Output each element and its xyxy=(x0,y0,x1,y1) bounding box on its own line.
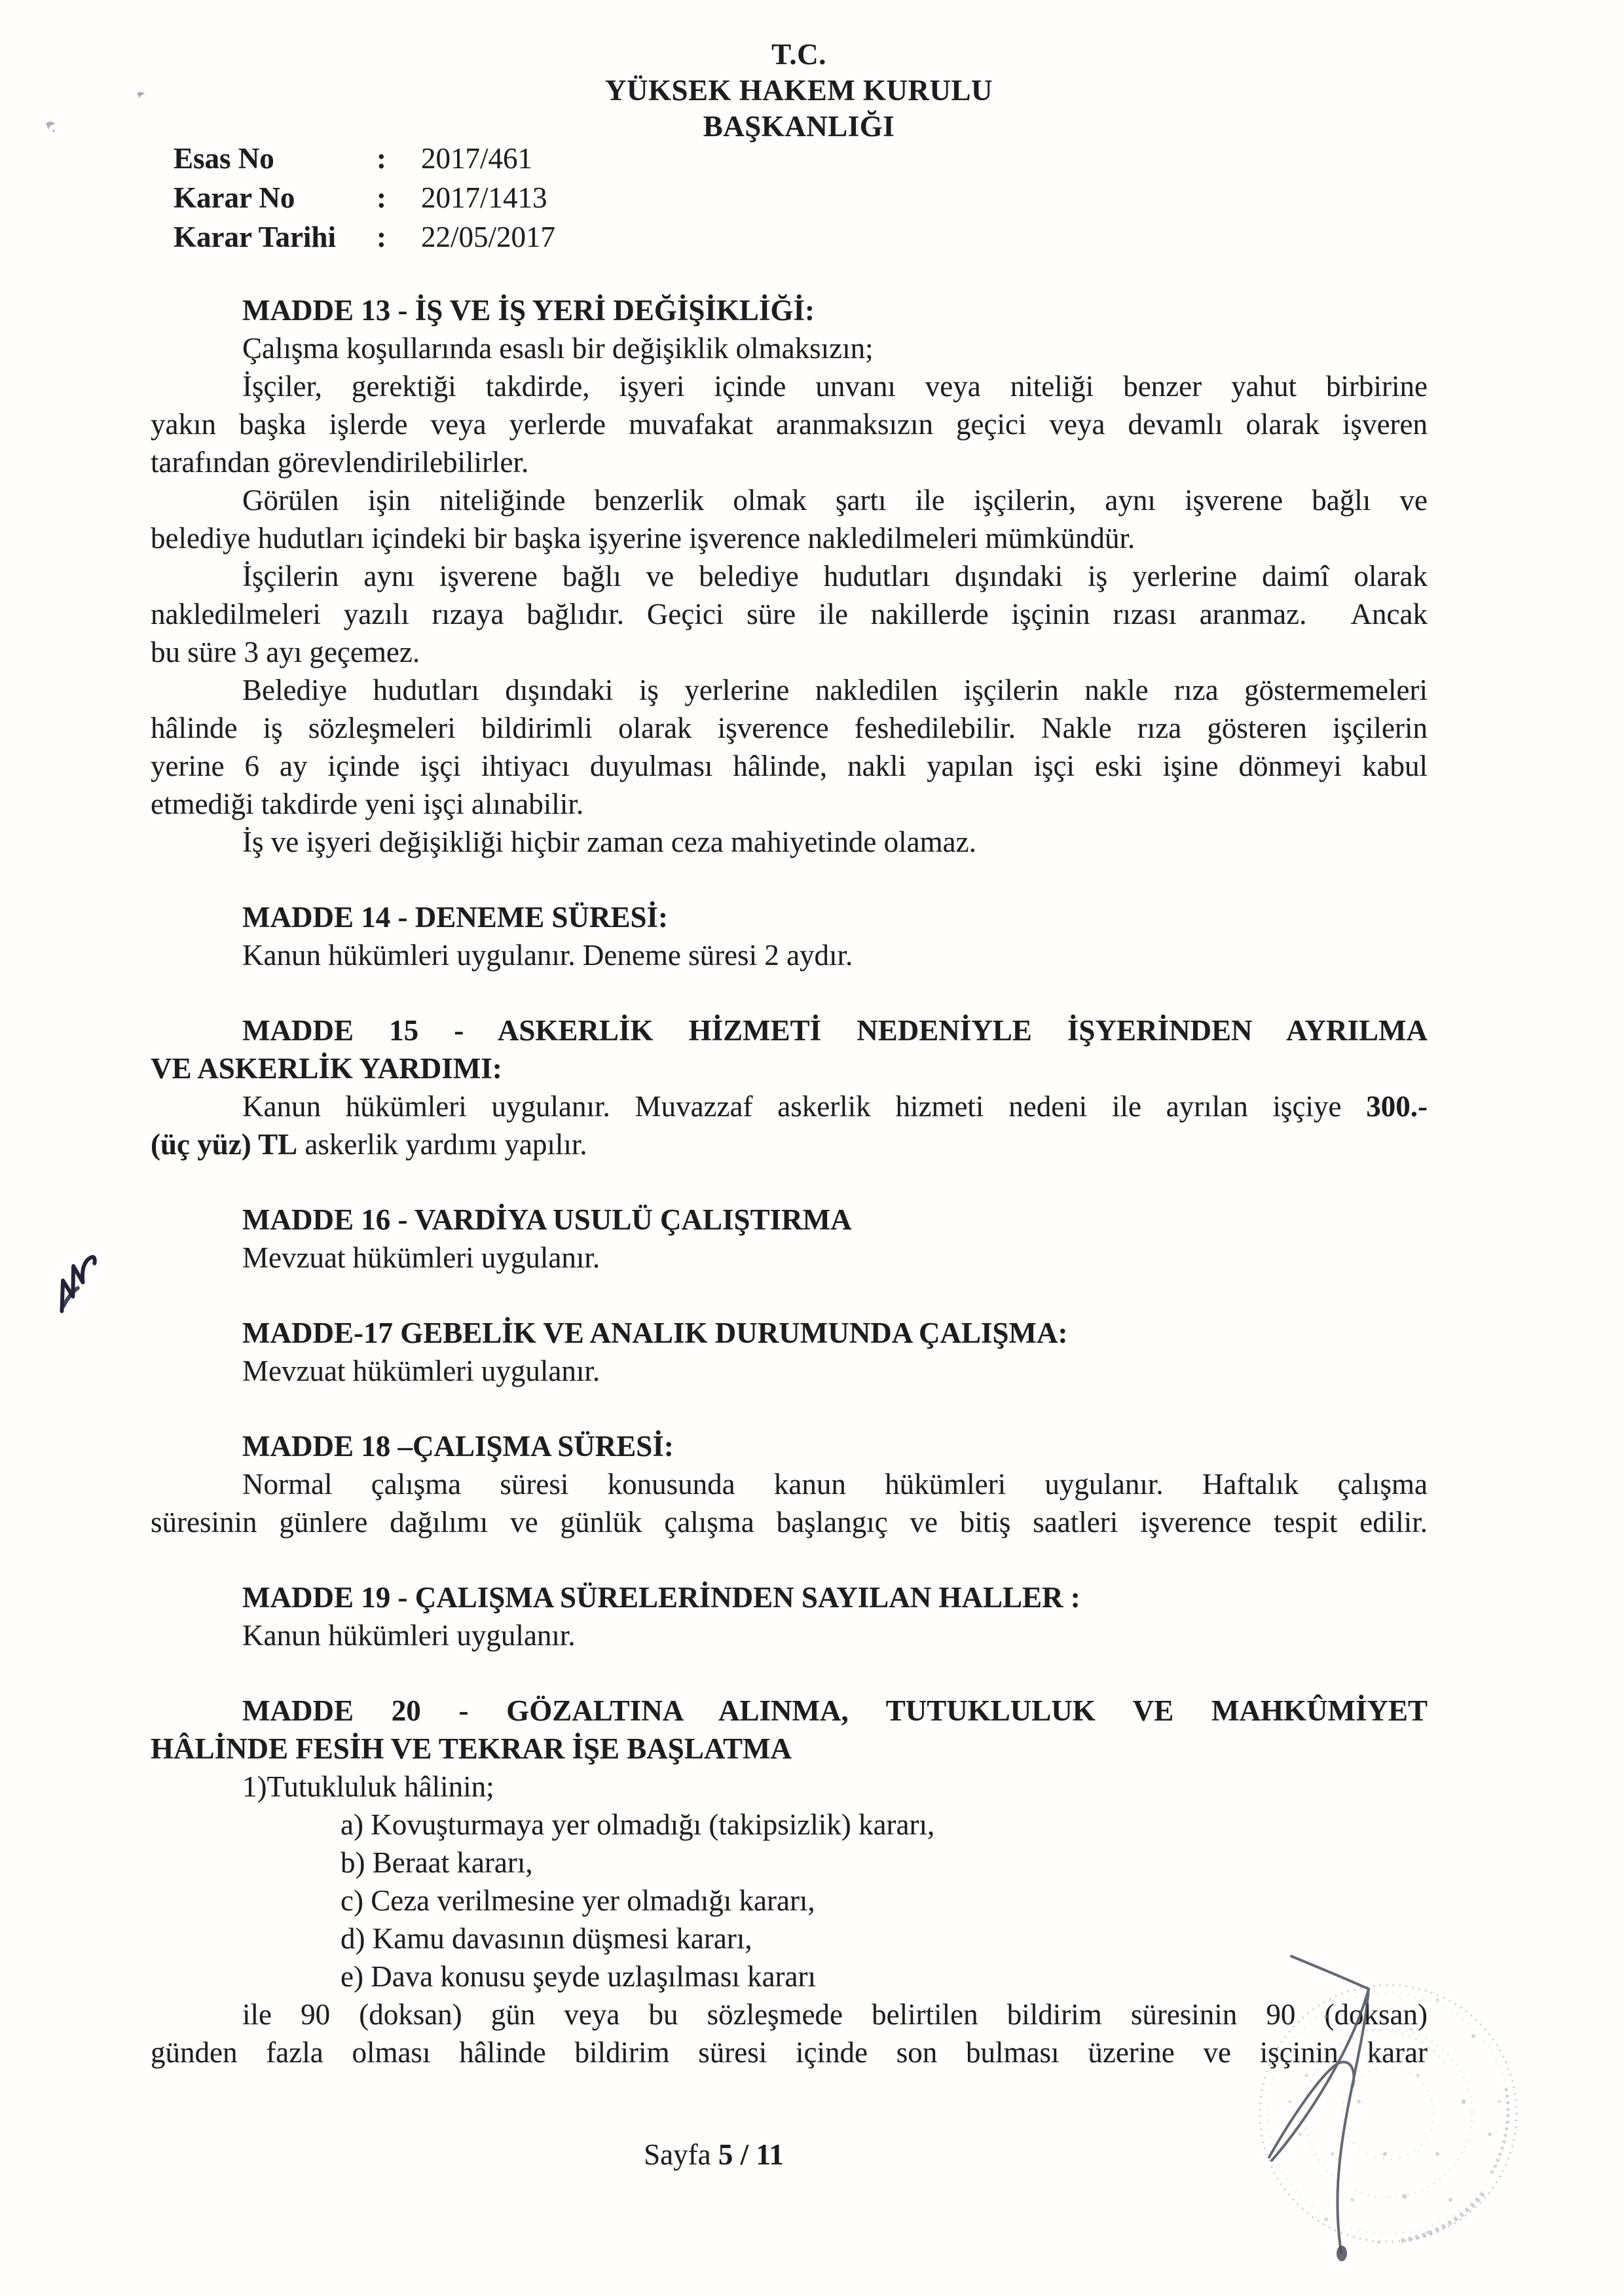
text-line xyxy=(151,2033,1428,2071)
text-line xyxy=(151,633,1428,671)
text-line xyxy=(151,519,1428,557)
letterhead-country-abbrev: T.C. xyxy=(771,38,826,71)
text-line xyxy=(151,1087,1428,1125)
article-heading-line xyxy=(151,1011,1428,1049)
text-segment: Belediye hudutları dışındaki iş yerlerine nakledilen işçilerin nakle rıza göstermemeleri xyxy=(242,674,1428,706)
article-heading-line xyxy=(151,1730,1428,1768)
text-segment: Normal çalışma süresi konusunda kanun hükümleri uygulanır. Haftalık çalışma xyxy=(242,1468,1428,1501)
text-line xyxy=(151,1844,1428,1882)
text-segment: yakın başka işlerde veya yerlerde muvafakat aranmaksızın geçici veya devamlı olarak işveren xyxy=(151,408,1428,441)
article-body xyxy=(151,1352,1428,1390)
article-heading xyxy=(151,1314,1428,1352)
article-heading xyxy=(151,1427,1428,1465)
meta-label: Esas No xyxy=(174,142,274,175)
article-body xyxy=(151,1768,1428,2071)
meta-row-karar-no xyxy=(174,178,555,217)
text-segment: MADDE 16 - VARDİYA USULÜ ÇALIŞTIRMA xyxy=(242,1203,852,1236)
letterhead-office: BAŞKANLIĞI xyxy=(703,110,895,143)
text-line xyxy=(151,557,1428,595)
meta-label: Karar Tarihi xyxy=(174,221,336,253)
text-line xyxy=(151,595,1428,633)
text-line xyxy=(151,1920,1428,1958)
text-line xyxy=(151,1806,1428,1844)
article xyxy=(151,898,1428,974)
text-line xyxy=(151,1768,1428,1806)
article-heading xyxy=(151,1578,1428,1616)
text-segment: Kanun hükümleri uygulanır. Muvazzaf askerlik hizmeti nedeni ile ayrılan işçiye xyxy=(242,1090,1367,1123)
articles xyxy=(151,291,1428,2071)
text-line xyxy=(151,329,1428,367)
text-segment: MADDE 18 –ÇALIŞMA SÜRESİ: xyxy=(242,1430,674,1463)
signature-paraf xyxy=(47,1249,113,1315)
text-line xyxy=(151,1958,1428,1995)
text-segment: Çalışma koşullarında esaslı bir değişiklik olmaksızın; xyxy=(242,332,874,365)
text-line xyxy=(151,671,1428,709)
text-segment: b) Beraat kararı, xyxy=(341,1846,533,1879)
article-heading-line xyxy=(151,898,1428,936)
text-segment: İş ve işyeri değişikliği hiçbir zaman ceza mahiyetinde olamaz. xyxy=(242,826,976,858)
article xyxy=(151,1201,1428,1277)
text-line xyxy=(151,1352,1428,1390)
article-body xyxy=(151,1087,1428,1163)
article xyxy=(151,1427,1428,1541)
article xyxy=(151,1011,1428,1163)
page-footer-prefix: Sayfa xyxy=(644,2138,711,2171)
article-heading xyxy=(151,898,1428,936)
article-body xyxy=(151,1616,1428,1654)
text-line xyxy=(151,1503,1428,1541)
article xyxy=(151,1578,1428,1654)
text-segment: (üç yüz) TL xyxy=(151,1128,298,1161)
article xyxy=(151,1314,1428,1390)
text-segment: 300.- xyxy=(1366,1090,1428,1123)
article-heading-line xyxy=(151,1049,1428,1087)
article-body xyxy=(151,936,1428,974)
meta-separator: : xyxy=(377,142,386,175)
text-segment: HÂLİNDE FESİH VE TEKRAR İŞE BAŞLATMA xyxy=(151,1732,792,1765)
article-body xyxy=(151,329,1428,861)
article-heading xyxy=(151,1692,1428,1768)
article-heading-line xyxy=(151,1314,1428,1352)
text-segment: belediye hudutları içindeki bir başka işyerine işverence nakledilmeleri mümkündür. xyxy=(151,522,1135,555)
text-line xyxy=(151,936,1428,974)
text-segment: MADDE 20 - GÖZALTINA ALINMA, TUTUKLULUK VE MAHKÛMİYET xyxy=(242,1694,1428,1727)
article-heading-line xyxy=(151,1427,1428,1465)
text-segment: Kanun hükümleri uygulanır. xyxy=(242,1619,576,1652)
text-segment: Mevzuat hükümleri uygulanır. xyxy=(242,1241,600,1274)
text-segment: tarafından görevlendirilebilirler. xyxy=(151,446,529,479)
text-line xyxy=(151,709,1428,747)
scan-speck xyxy=(134,89,150,105)
meta-separator: : xyxy=(377,221,386,253)
text-line xyxy=(151,1882,1428,1920)
text-segment: c) Ceza verilmesine yer olmadığı kararı, xyxy=(341,1884,815,1917)
text-segment: MADDE 15 - ASKERLİK HİZMETİ NEDENİYLE İŞYERİNDEN AYRILMA xyxy=(242,1014,1428,1047)
text-segment: a) Kovuşturmaya yer olmadığı (takipsizlik) kararı, xyxy=(341,1808,935,1841)
article-heading-line xyxy=(151,1201,1428,1239)
text-segment: VE ASKERLİK YARDIMI: xyxy=(151,1052,502,1085)
text-line xyxy=(151,481,1428,519)
text-line xyxy=(151,443,1428,481)
meta-separator: : xyxy=(377,181,386,214)
text-segment: 1)Tutukluluk hâlinin; xyxy=(242,1770,494,1803)
meta-value: 2017/1413 xyxy=(421,181,547,214)
text-segment: MADDE-17 GEBELİK VE ANALIK DURUMUNDA ÇALIŞMA: xyxy=(242,1317,1068,1349)
article-heading xyxy=(151,1011,1428,1087)
text-segment: ile 90 (doksan) gün veya bu sözleşmede belirtilen bildirim süresinin 90 (doksan) xyxy=(242,1998,1428,2031)
text-segment: Mevzuat hükümleri uygulanır. xyxy=(242,1355,600,1387)
text-segment: süresinin günlere dağılımı ve günlük çalışma başlangıç ve bitiş saatleri işverence tespit edilir. xyxy=(151,1506,1428,1539)
text-segment: yerine 6 ay içinde işçi ihtiyacı duyulması hâlinde, nakli yapılan işçi eski işine dönmeyi kabul xyxy=(151,750,1428,782)
meta-row-esas-no xyxy=(174,139,555,178)
text-segment: nakledilmeleri yazılı rızaya bağlıdır. Geçici süre ile nakillerde işçinin rızası aranmaz. Ancak xyxy=(151,598,1428,630)
text-segment: MADDE 13 - İŞ VE İŞ YERİ DEĞİŞİKLİĞİ: xyxy=(242,294,815,327)
text-segment: askerlik yardımı yapılır. xyxy=(297,1128,587,1161)
text-segment: MADDE 14 - DENEME SÜRESİ: xyxy=(242,901,669,934)
article xyxy=(151,1692,1428,2071)
text-segment: etmediği takdirde yeni işçi alınabilir. xyxy=(151,788,584,820)
meta-label: Karar No xyxy=(174,181,295,214)
text-line xyxy=(151,1995,1428,2033)
text-line xyxy=(151,1465,1428,1503)
page-footer xyxy=(593,2136,835,2174)
text-line xyxy=(151,405,1428,443)
text-segment: Kanun hükümleri uygulanır. Deneme süresi 2 aydır. xyxy=(242,939,853,972)
letterhead-institution: YÜKSEK HAKEM KURULU xyxy=(604,74,993,107)
case-meta xyxy=(174,139,555,257)
text-segment: d) Kamu davasının düşmesi kararı, xyxy=(341,1922,752,1955)
article-body xyxy=(151,1239,1428,1277)
text-line xyxy=(151,1125,1428,1163)
text-line xyxy=(151,823,1428,861)
article-heading-line xyxy=(151,1578,1428,1616)
text-segment: MADDE 19 - ÇALIŞMA SÜRELERİNDEN SAYILAN HALLER : xyxy=(242,1581,1080,1614)
text-segment: İşçilerin aynı işverene bağlı ve belediye hudutları dışındaki iş yerlerine daimî olarak xyxy=(242,560,1428,592)
article-heading xyxy=(151,1201,1428,1239)
letterhead xyxy=(596,37,1002,145)
text-segment: günden fazla olması hâlinde bildirim süresi içinde son bulması üzerine ve işçinin karar xyxy=(151,2036,1428,2069)
text-line xyxy=(151,367,1428,405)
article-heading-line xyxy=(151,291,1428,329)
scan-speck xyxy=(42,118,60,136)
text-line xyxy=(151,1239,1428,1277)
article-heading xyxy=(151,291,1428,329)
meta-row-karar-tarihi xyxy=(174,217,555,257)
article-body xyxy=(151,1465,1428,1541)
text-segment: e) Dava konusu şeyde uzlaşılması kararı xyxy=(341,1960,816,1993)
text-line xyxy=(151,747,1428,785)
text-segment: İşçiler, gerektiği takdirde, işyeri içinde unvanı veya niteliği benzer yahut birbirine xyxy=(242,370,1428,403)
article-heading-line xyxy=(151,1692,1428,1730)
text-line xyxy=(151,1616,1428,1654)
meta-value: 2017/461 xyxy=(421,142,533,175)
text-line xyxy=(151,785,1428,823)
article xyxy=(151,291,1428,861)
text-segment: hâlinde iş sözleşmeleri bildirimli olarak işverence feshedilebilir. Nakle rıza gösteren işçilerin xyxy=(151,712,1428,744)
text-segment: bu süre 3 ayı geçemez. xyxy=(151,636,420,668)
page-number: 5 / 11 xyxy=(718,2138,784,2171)
meta-value: 22/05/2017 xyxy=(421,221,556,253)
text-segment: Görülen işin niteliğinde benzerlik olmak şartı ile işçilerin, aynı işverene bağlı ve xyxy=(242,484,1428,517)
